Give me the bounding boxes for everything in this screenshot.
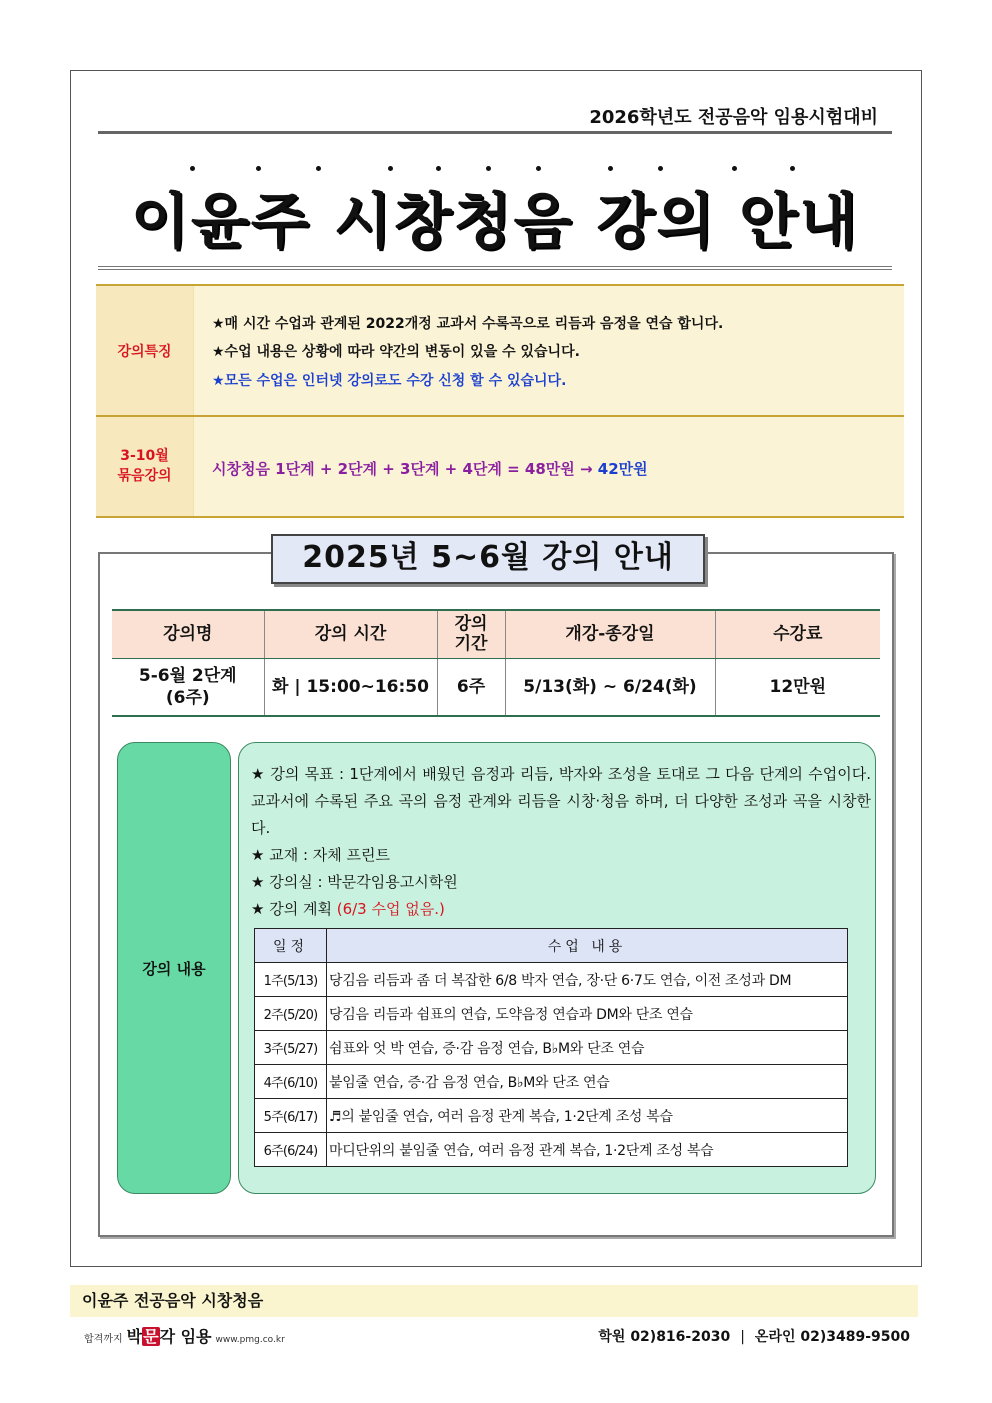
bundle-pricing [212, 458, 648, 479]
header-course-dates: 개강-종강일 [505, 610, 715, 658]
course-goal: ★ 강의 목표 : 1단계에서 배웠던 음정과 리듬, 박자와 조성을 토대로 그 다음 단계의 수업이다. 교과서에 수록된 주요 곡의 음정 관계와 리듬을 시창·청음 하며, 더 다양한 조성과 곡을 시창한다. [251, 765, 871, 837]
footer-logo [84, 1326, 285, 1348]
course-name-line2: (6주) [165, 687, 210, 708]
course-name-line1: 5-6월 2단계 [138, 665, 237, 686]
brand-post: 각 임용 [159, 1327, 212, 1346]
brand-mid: 문 [143, 1327, 159, 1346]
content-panel [238, 742, 876, 1194]
content-text [251, 761, 871, 923]
feature-item-1: ★매 시간 수업과 관계된 2022개정 교과서 수록곡으로 리듬과 음정을 연습 합니다. [212, 316, 724, 332]
title-area [98, 160, 892, 270]
header-period-line2: 기간 [454, 634, 488, 655]
plan-table [254, 928, 848, 1167]
table-row [255, 963, 848, 997]
plan-header-content: 수업 내용 [327, 929, 848, 963]
table-row [255, 1065, 848, 1099]
plan-content: 당김음 리듬과 쉼표의 연습, 도약음정 연습과 DM와 단조 연습 [327, 997, 848, 1031]
table-row [112, 658, 880, 716]
course-time: 화 | 15:00~16:50 [264, 658, 437, 716]
page-title: 이윤주 시창청음 강의 안내 [130, 187, 860, 257]
online-phone: 온라인 02)3489-9500 [754, 1329, 910, 1345]
contact-separator: | [740, 1329, 745, 1345]
logo-url: www.pmg.co.kr [215, 1335, 285, 1345]
course-table-header [112, 610, 880, 658]
plan-note: (6/3 수업 없음.) [336, 900, 445, 918]
plan-table-header [255, 929, 848, 963]
plan-content: 붙임줄 연습, 증·감 음정 연습, B♭M와 단조 연습 [327, 1065, 848, 1099]
schedule-title: 2025년 5~6월 강의 안내 [271, 534, 705, 584]
feature-label: 강의특징 [117, 344, 172, 360]
footer-contact [598, 1326, 910, 1348]
bundle-label-line2: 묶음강의 [117, 468, 172, 484]
plan-content: ♬의 붙임줄 연습, 여러 음정 관계 복습, 1·2단계 조성 복습 [327, 1099, 848, 1133]
header-course-fee: 수강료 [715, 610, 880, 658]
table-row [255, 1099, 848, 1133]
brand-pre: 박 [126, 1327, 143, 1346]
footer-band: 이윤주 전공음악 시창청음 [70, 1285, 918, 1317]
row-divider [96, 415, 904, 417]
exam-year-line: 2026학년도 전공음악 임용시험대비 [98, 104, 892, 134]
content-label: 강의 내용 [117, 742, 231, 1194]
course-room: ★ 강의실 : 박문각임용고시학원 [251, 873, 458, 891]
logo-brand [127, 1327, 212, 1346]
course-plan-heading [251, 896, 871, 923]
feature-item-3: ★모든 수업은 인터넷 강의로도 수강 신청 할 수 있습니다. [212, 373, 567, 389]
plan-prefix: ★ 강의 계획 [251, 900, 337, 918]
feature-section [96, 284, 904, 518]
header-course-period [437, 610, 505, 658]
header-course-time: 강의 시간 [264, 610, 437, 658]
course-fee: 12만원 [715, 658, 880, 716]
plan-week: 1주(5/13) [255, 963, 327, 997]
academy-phone: 학원 02)816-2030 [598, 1329, 731, 1345]
plan-week: 2주(5/20) [255, 997, 327, 1031]
table-row [255, 997, 848, 1031]
feature-item-2: ★수업 내용은 상황에 따라 약간의 변동이 있을 수 있습니다. [212, 344, 580, 360]
plan-content: 마디단위의 붙임줄 연습, 여러 음정 관계 복습, 1·2단계 조성 복습 [327, 1133, 848, 1167]
table-row [255, 1133, 848, 1167]
plan-week: 5주(6/17) [255, 1099, 327, 1133]
plan-week: 4주(6/10) [255, 1065, 327, 1099]
course-name [112, 658, 264, 716]
bundle-price: 42만원 [597, 460, 648, 478]
plan-content: 당김음 리듬과 좀 더 복잡한 6/8 박자 연습, 장·단 6·7도 연습, 이전 조성과 DM [327, 963, 848, 997]
course-dates: 5/13(화) ~ 6/24(화) [505, 658, 715, 716]
plan-header-week: 일정 [255, 929, 327, 963]
logo-tagline: 합격까지 [84, 1334, 123, 1345]
course-period: 6주 [437, 658, 505, 716]
header-course-name: 강의명 [112, 610, 264, 658]
header-period-line1: 강의 [454, 614, 488, 635]
bundle-text: 시창청음 1단계 + 2단계 + 3단계 + 4단계 = 48만원 → [212, 460, 598, 478]
course-table [112, 609, 880, 717]
bundle-label-line1: 3-10월 [120, 448, 169, 464]
plan-week: 6주(6/24) [255, 1133, 327, 1167]
column-divider [193, 286, 194, 516]
table-row [255, 1031, 848, 1065]
plan-week: 3주(5/27) [255, 1031, 327, 1065]
plan-content: 쉼표와 엇 박 연습, 증·감 음정 연습, B♭M와 단조 연습 [327, 1031, 848, 1065]
course-textbook: ★ 교재 : 자체 프린트 [251, 846, 391, 864]
